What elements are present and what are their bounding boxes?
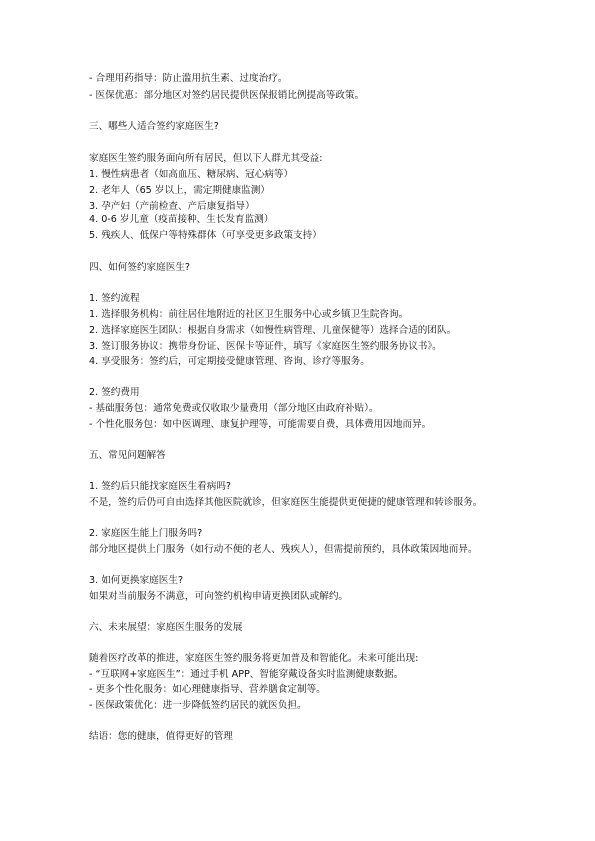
subheading-process: 1. 签约流程: [89, 293, 140, 304]
bullet-basic-package: - 基础服务包：通常免费或仅收取少量费用（部分地区由政府补贴）。: [89, 403, 379, 414]
bullet-rational-drug-use: - 合理用药指导：防止滥用抗生素、过度治疗。: [89, 73, 288, 84]
paragraph-future: 随着医疗改革的推进，家庭医生签约服务将更加普及和智能化。未来可能出现:: [89, 653, 419, 664]
list-item-step-4: 4. 享受服务：签约后，可定期接受健康管理、咨询、诊疗等服务。: [89, 356, 370, 367]
section-heading-4: 四、如何签约家庭医生?: [89, 262, 191, 273]
faq-question-2: 2. 家庭医生能上门服务吗?: [89, 528, 203, 539]
faq-answer-3: 如果对当前服务不满意，可向签约机构申请更换团队或解约。: [89, 591, 349, 602]
list-item-step-3: 3. 签订服务协议：携带身份证、医保卡等证件，填写《家庭医生签约服务协议书》。: [89, 341, 442, 352]
faq-answer-2: 部分地区提供上门服务（如行动不便的老人、残疾人），但需提前预约，具体政策因地而异。: [89, 544, 478, 555]
faq-answer-1: 不是，签约后仍可自由选择其他医院就诊，但家庭医生能提供更便捷的健康管理和转诊服务。: [89, 497, 483, 508]
faq-question-3: 3. 如何更换家庭医生?: [89, 575, 184, 586]
list-item-chronic: 1. 慢性病患者（如高血压、糖尿病、冠心病等）: [89, 169, 294, 180]
conclusion: 结语：您的健康，值得更好的管理: [89, 731, 233, 742]
list-item-step-1: 1. 选择服务机构：前往居住地附近的社区卫生服务中心或乡镇卫生院咨询。: [89, 309, 409, 320]
list-item-step-2: 2. 选择家庭医生团队：根据自身需求（如慢性病管理、儿童保健等）选择合适的团队。: [89, 325, 457, 336]
list-item-special-groups: 5. 残疾人、低保户等特殊群体（可享受更多政策支持）: [89, 230, 322, 241]
section-heading-5: 五、常见问题解答: [89, 450, 166, 461]
subheading-fees: 2. 签约费用: [89, 387, 140, 398]
bullet-insurance-benefit: - 医保优惠：部分地区对签约居民提供医保报销比例提高等政策。: [89, 90, 365, 101]
bullet-more-personalized: - 更多个性化服务：如心理健康指导、营养膳食定制等。: [89, 684, 326, 695]
section-heading-6: 六、未来展望：家庭医生服务的发展: [89, 622, 243, 633]
bullet-insurance-policy: - 医保政策优化：进一步降低签约居民的就医负担。: [89, 700, 307, 711]
list-item-maternal: 3. 孕产妇（产前检查、产后康复指导）: [89, 201, 255, 212]
list-item-children: 4. 0-6 岁儿童（疫苗接种、生长发育监测）: [89, 214, 274, 225]
list-item-elderly: 2. 老年人（65 岁以上，需定期健康监测）: [89, 185, 270, 196]
section-heading-3: 三、哪些人适合签约家庭医生?: [89, 121, 219, 132]
bullet-personalized-package: - 个性化服务包：如中医调理、康复护理等，可能需要自费，具体费用因地而异。: [89, 419, 432, 430]
paragraph-intro-groups: 家庭医生签约服务面向所有居民，但以下人群尤其受益:: [89, 153, 323, 164]
bullet-internet-doctor: - “互联网+家庭医生”：通过手机 APP、智能穿戴设备实时监测健康数据。: [89, 669, 404, 680]
faq-question-1: 1. 签约后只能找家庭医生看病吗?: [89, 481, 232, 492]
